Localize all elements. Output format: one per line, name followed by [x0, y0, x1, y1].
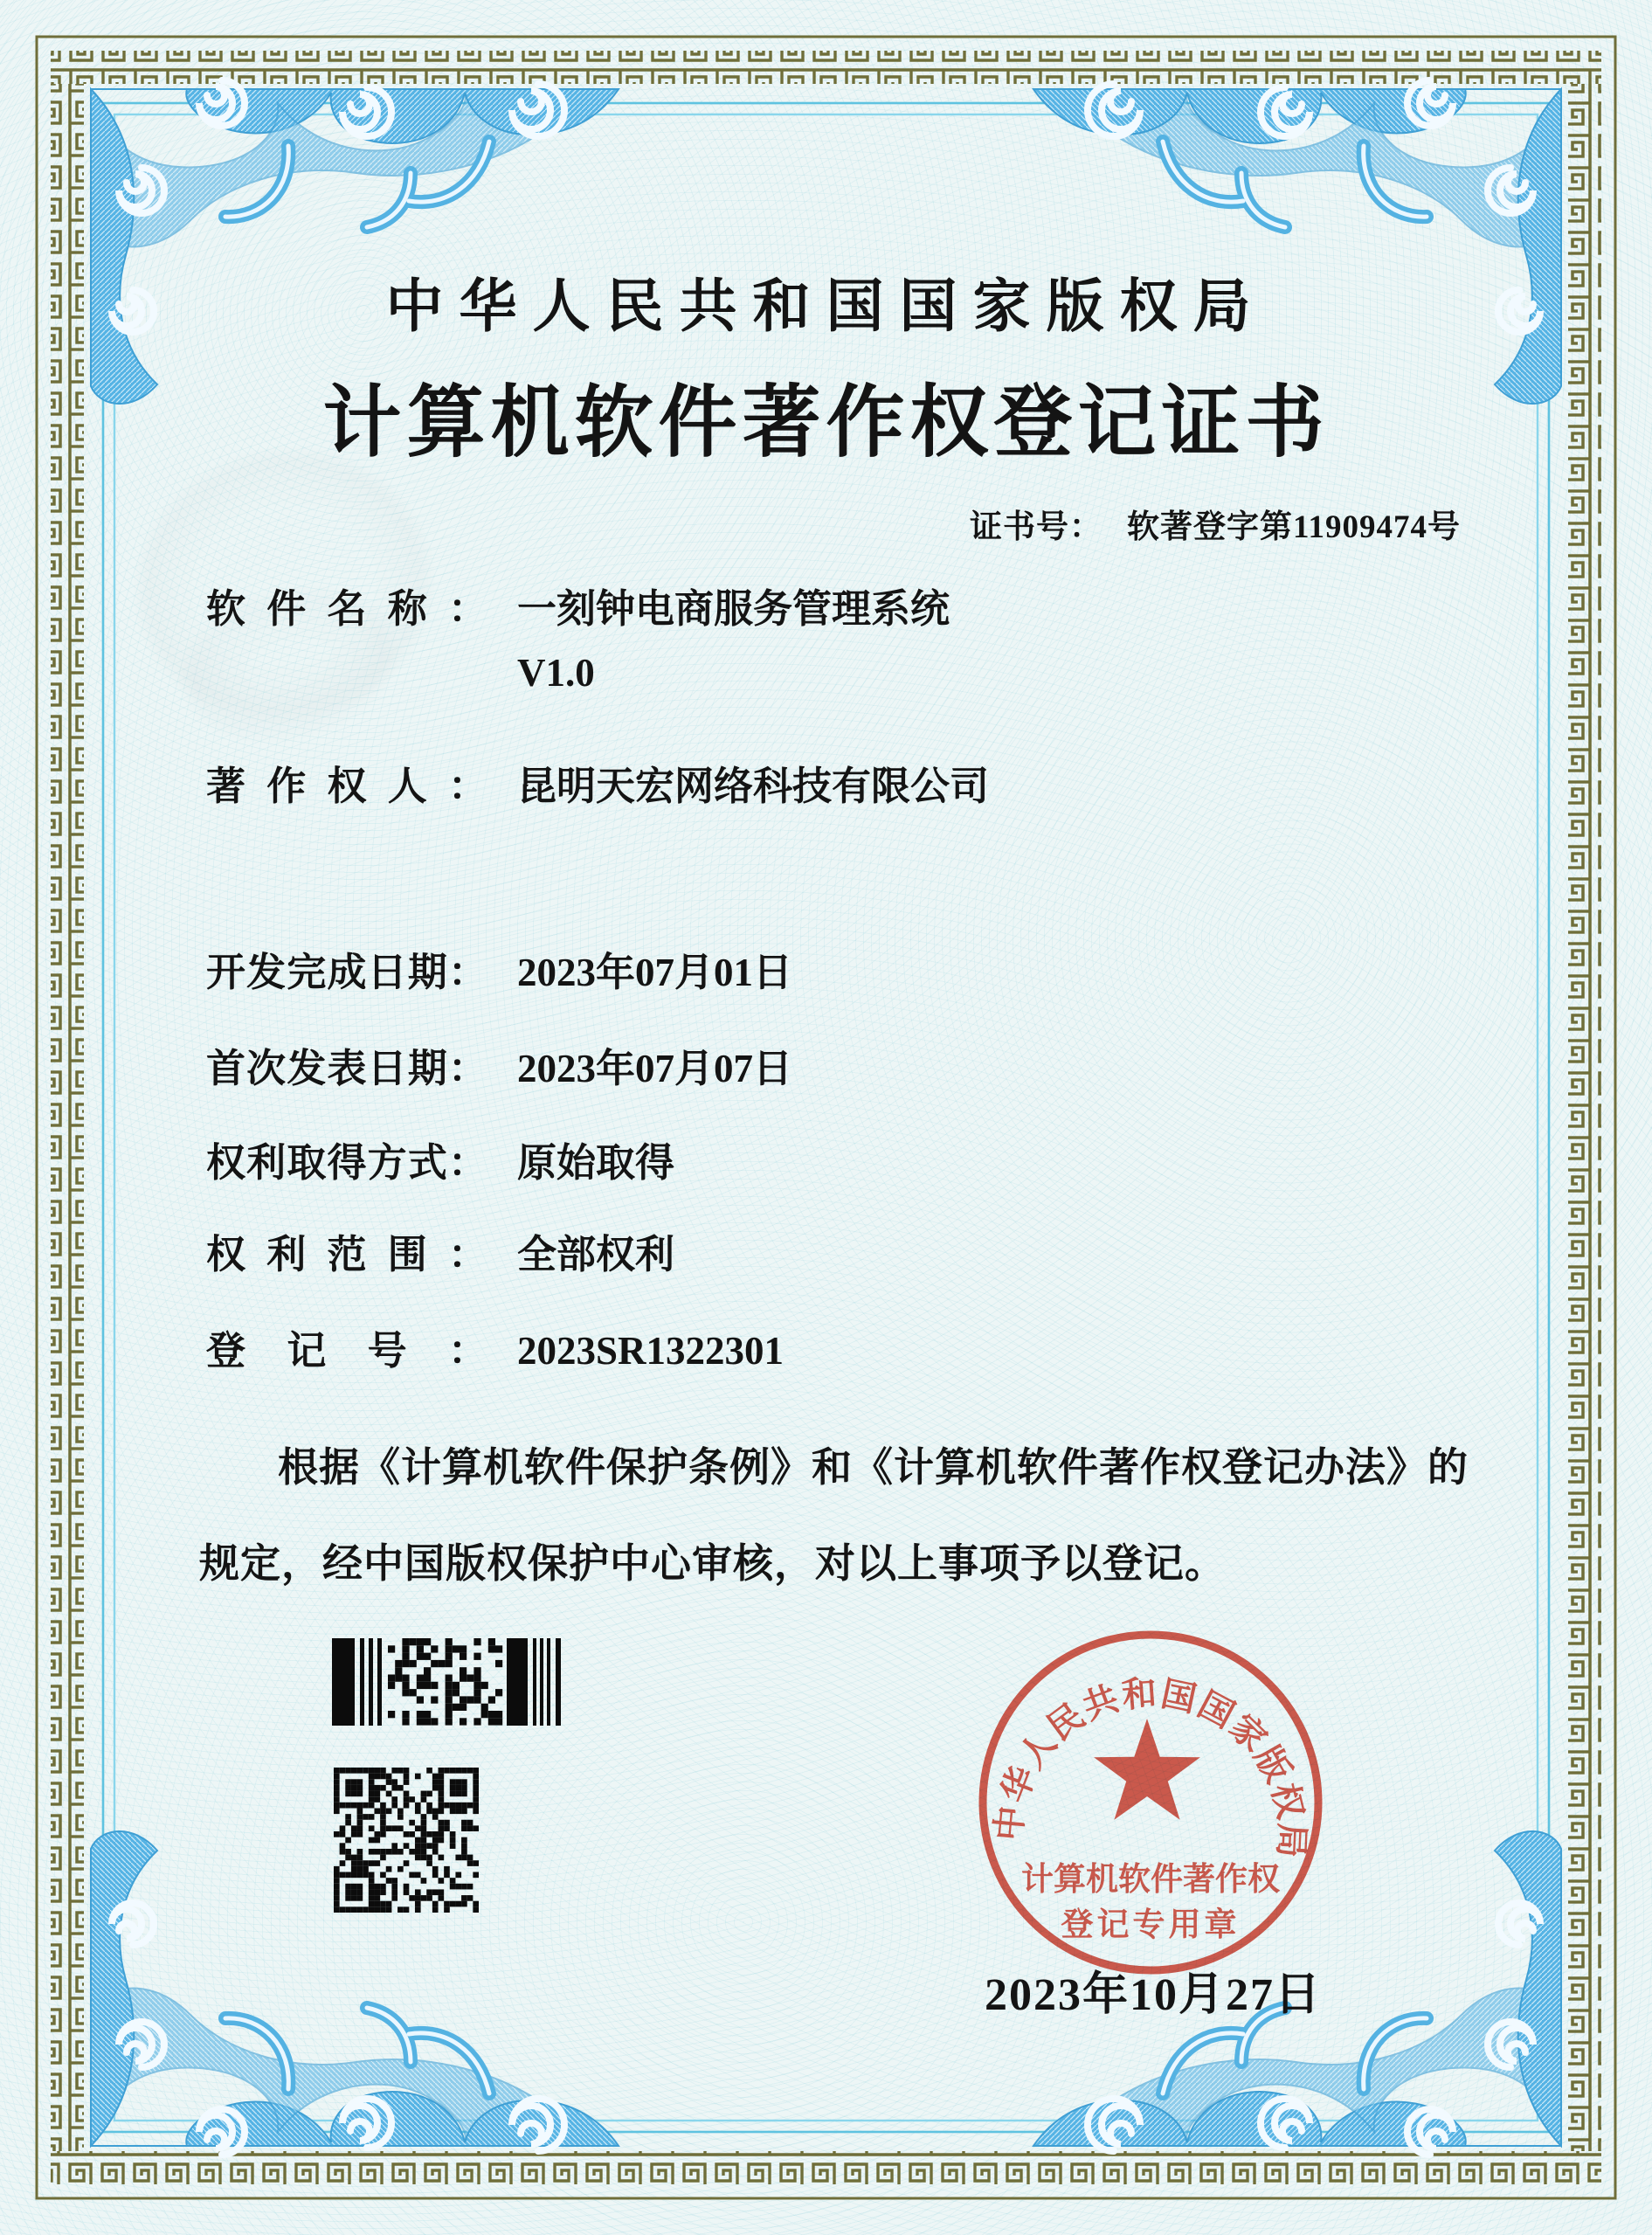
field-row-rights-scope — [206, 1233, 674, 1277]
field-row-software-name — [206, 587, 950, 695]
field-value-version: V1.0 — [517, 651, 595, 695]
outer-border-line — [37, 37, 1615, 2198]
field-label: 权利范围： — [206, 1233, 487, 1277]
field-row-registration-number — [206, 1329, 784, 1373]
issue-date: 2023年10月27日 — [984, 1970, 1322, 2020]
field-label: 权利取得方式： — [206, 1141, 487, 1185]
field-value: 原始取得 — [517, 1141, 675, 1185]
field-label: 首次发表日期： — [206, 1047, 487, 1090]
field-row-first-publish-date — [206, 1047, 792, 1090]
field-label: 开发完成日期： — [206, 951, 487, 994]
corner-ornament-top-left — [91, 80, 619, 404]
certificate-number-value: 软著登字第11909474号 — [1127, 509, 1461, 545]
barcode — [332, 1638, 568, 1726]
seal-subtitle-line1: 计算机软件著作权 — [1021, 1861, 1280, 1897]
seal-star — [1094, 1719, 1200, 1820]
qr-code — [334, 1768, 479, 1913]
field-value: 昆明天宏网络科技有限公司 — [517, 765, 990, 808]
meander-border-bottom — [51, 2151, 1601, 2184]
authority-title: 中华人民共和国国家版权局 — [385, 273, 1267, 338]
field-label: 登记号： — [206, 1329, 487, 1373]
field-value: 一刻钟电商服务管理系统 — [517, 587, 950, 631]
seal-ring-text: 中华人民共和国国家版权局 — [989, 1673, 1311, 1861]
meander-border-top — [51, 51, 1601, 84]
field-row-dev-complete-date — [206, 951, 792, 994]
certificate-title: 计算机软件著作权登记证书 — [322, 380, 1330, 467]
certificate-number-label: 证书号： — [970, 509, 1103, 545]
corner-ornament-top-right — [1033, 80, 1561, 404]
field-row-rights-acquisition — [206, 1141, 674, 1185]
statement-line-2: 规定，经中国版权保护中心审核，对以上事项予以登记。 — [199, 1541, 1226, 1586]
field-value: 全部权利 — [517, 1233, 675, 1277]
seal-subtitle-line2: 登记专用章 — [1061, 1906, 1241, 1942]
field-value: 2023SR1322301 — [517, 1329, 785, 1373]
field-label: 著作权人： — [206, 765, 487, 808]
field-label: 软件名称： — [206, 587, 487, 631]
field-value: 2023年07月01日 — [517, 951, 793, 994]
field-row-copyright-owner — [206, 765, 989, 808]
certificate-number — [970, 500, 1461, 547]
statement-line-1: 根据《计算机软件保护条例》和《计算机软件著作权登记办法》的 — [278, 1445, 1469, 1490]
official-seal — [976, 1628, 1325, 1977]
field-value: 2023年07月07日 — [517, 1047, 793, 1090]
